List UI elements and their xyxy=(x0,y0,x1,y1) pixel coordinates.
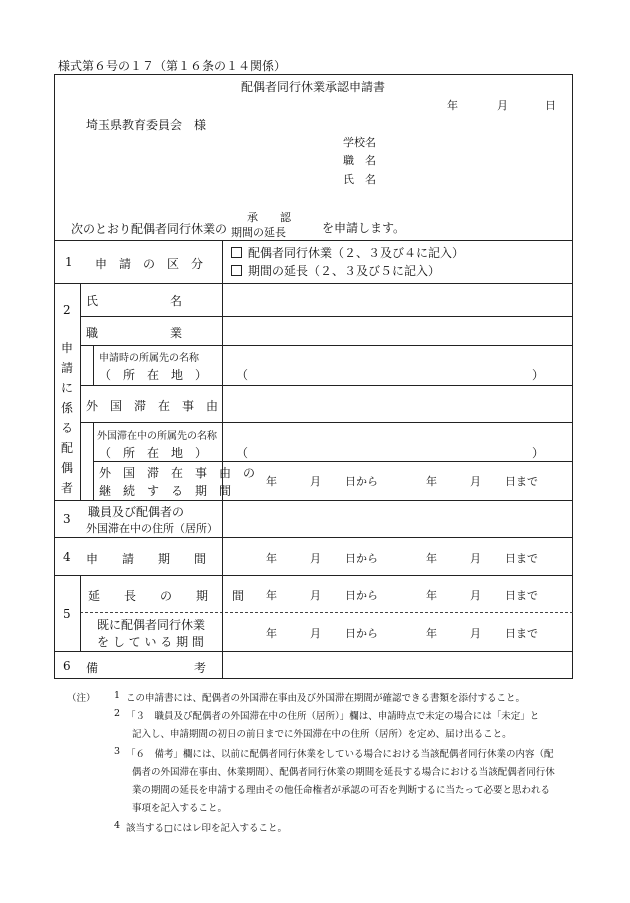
existing-leave-label-1: 既に配偶者同行休業 xyxy=(97,618,206,632)
intro-suffix: を申請します。 xyxy=(322,221,406,235)
row-divider xyxy=(54,651,573,652)
remarks-label: 備 考 xyxy=(86,661,207,675)
column-divider xyxy=(222,240,223,679)
intro-option-approval: 承 認 xyxy=(247,211,291,224)
continuation-period-dates: 年 月 日から 年 月 日まで xyxy=(266,475,538,488)
note-number: 2 xyxy=(114,708,121,719)
note-text: 「３ 職員及び配偶者の外国滞在中の住所（居所）」欄は、申請時点で未定の場合には「未定」と xyxy=(126,711,540,722)
row1-number: 1 xyxy=(65,255,73,269)
side-label-char: 申 xyxy=(60,341,73,355)
form-title: 配偶者同行休業承認申請書 xyxy=(241,80,386,94)
row1-label: 申 請 の 区 分 xyxy=(95,257,204,271)
note-text: 「６ 備考」欄には、以前に配偶者同行休業をしている場合における当該配偶者同行休業の内容（配 xyxy=(126,749,554,760)
form-number: 様式第６号の１７（第１６条の１４関係） xyxy=(58,59,287,73)
applicant-name-label: 氏 名 xyxy=(343,173,376,186)
row-divider xyxy=(80,316,573,317)
note-text: この申請書には、配偶者の外国滞在事由及び外国滞在期間が確認できる書類を添付すること。 xyxy=(126,693,526,704)
applicant-position-label: 職 名 xyxy=(343,154,376,167)
column-divider xyxy=(93,345,94,385)
location-close-paren-1: ） xyxy=(532,368,545,382)
column-divider xyxy=(80,575,81,651)
row-divider xyxy=(80,345,573,346)
column-divider xyxy=(93,422,94,500)
category-option-new: 配偶者同行休業（２、３及び４に記入） xyxy=(231,244,464,261)
notes-label: （注） xyxy=(67,693,96,704)
affiliation-at-application-label: 申請時の所属先の名称 xyxy=(99,353,199,364)
spouse-occupation-label: 職 業 xyxy=(86,326,183,340)
side-label-char: 者 xyxy=(60,481,73,495)
note-number: 4 xyxy=(114,820,121,831)
row3-number: 3 xyxy=(63,512,71,526)
spouse-side-label xyxy=(60,338,74,498)
continuation-period-label-1: 外 国 滞 在 事 由 の xyxy=(99,466,256,480)
application-period-dates: 年 月 日から 年 月 日まで xyxy=(266,552,538,565)
side-label-char: 配 xyxy=(60,441,73,455)
note-number: 1 xyxy=(114,690,121,701)
row6-number: 6 xyxy=(63,659,71,673)
intro-option-extension: 期間の延長 xyxy=(231,226,286,239)
applicant-school-label: 学校名 xyxy=(343,136,376,149)
location-label-2: （ 所 在 地 ） xyxy=(99,446,208,460)
side-label-char: る xyxy=(60,421,73,435)
extension-period-label: 延 長 の 期 間 xyxy=(88,589,245,603)
date-year: 年 xyxy=(447,99,458,112)
affiliation-abroad-label: 外国滞在中の所属先の名称 xyxy=(97,431,217,442)
location-label-1: （ 所 在 地 ） xyxy=(99,368,208,382)
note-number: 3 xyxy=(114,746,121,757)
location-close-paren-2: ） xyxy=(532,446,545,460)
date-day: 日 xyxy=(545,99,556,112)
row5-number: 5 xyxy=(63,607,71,621)
intro-text: 次のとおり配偶者同行休業の xyxy=(71,222,228,236)
column-divider xyxy=(80,283,81,500)
existing-leave-label-2: を し て い る 期 間 xyxy=(97,635,204,649)
note-text: 事項を記入すること。 xyxy=(132,803,228,814)
row4-number: 4 xyxy=(63,550,71,564)
residence-label-2: 外国滞在中の住所（居所） xyxy=(86,522,218,535)
date-month: 月 xyxy=(497,99,508,112)
extension-period-dates: 年 月 日から 年 月 日まで xyxy=(266,589,538,602)
side-label-char: 係 xyxy=(60,401,73,415)
continuation-period-label-2: 継 続 す る 期 間 xyxy=(99,484,232,498)
dashed-divider xyxy=(80,612,573,613)
residence-label-1: 職員及び配偶者の xyxy=(88,505,185,519)
note-text: 偶者の外国滞在事由、休業期間）、配偶者同行休業の期間を延長する場合における当該配偶者同行休 xyxy=(132,767,555,778)
row-divider xyxy=(80,422,573,423)
side-label-char: 偶 xyxy=(60,461,73,475)
row-divider xyxy=(54,575,573,576)
existing-leave-dates: 年 月 日から 年 月 日まで xyxy=(266,627,538,640)
row-divider xyxy=(54,240,573,241)
checkbox-new-leave[interactable] xyxy=(231,247,242,258)
location-open-paren-1: （ xyxy=(236,368,249,382)
side-label-char: に xyxy=(60,381,73,395)
row-divider xyxy=(93,461,573,462)
location-open-paren-2: （ xyxy=(236,446,249,460)
checkbox-extension[interactable] xyxy=(231,265,242,276)
category-option-extension: 期間の延長（２、３及び５に記入） xyxy=(231,262,440,279)
spouse-name-label: 氏 名 xyxy=(86,294,183,308)
row-divider xyxy=(54,500,573,501)
foreign-stay-reason-label: 外 国 滞 在 事 由 xyxy=(86,399,219,413)
row2-number: 2 xyxy=(63,303,71,317)
row-divider xyxy=(54,283,573,284)
row-divider xyxy=(80,385,573,386)
note-text: 該当する□にはレ印を記入すること。 xyxy=(126,823,287,834)
note-text: 記入し、申請期間の初日の前日までに外国滞在中の住所（居所）を定め、届け出ること。 xyxy=(132,729,512,740)
application-period-label: 申 請 期 間 xyxy=(86,552,207,566)
addressee: 埼玉県教育委員会 様 xyxy=(86,118,207,132)
side-label-char: 請 xyxy=(60,361,73,375)
row-divider xyxy=(54,537,573,538)
note-text: 業の期間の延長を申請する理由その他任命権者が承認の可否を判断するに当たって必要と思われる xyxy=(132,785,551,796)
